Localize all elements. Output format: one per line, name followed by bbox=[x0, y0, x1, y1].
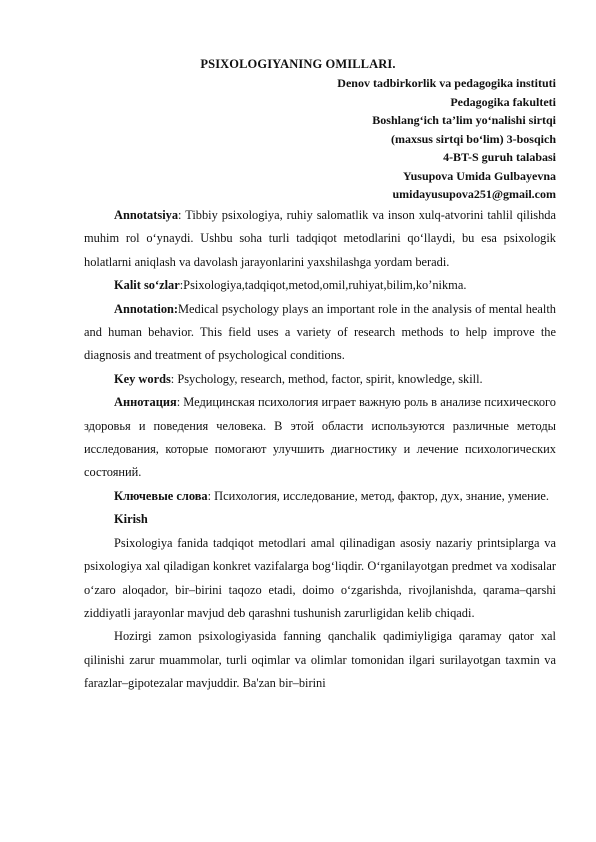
keywords-en bbox=[84, 368, 556, 391]
faculty-line: Pedagogika fakulteti bbox=[450, 94, 556, 109]
course-line: (maxsus sirtqi bo‘lim) 3-bosqich bbox=[390, 131, 556, 146]
keywords-ru bbox=[84, 485, 556, 508]
annotation-ru-text: : Медицинская психология играет важную роль в анализе психического здоровья и поведения человека. В этой области используются различные методы исследования, которые помогают улучшить диагностику и лечение психологических состояний. bbox=[84, 395, 556, 480]
annotation-en-text: Medical psychology plays an important role in the analysis of mental health and human behavior. This field uses a variety of research methods to help improve the diagnosis and treatment of psychological conditions. bbox=[84, 301, 556, 363]
keywords-ru-label: Ключевые слова bbox=[114, 488, 208, 503]
institute-line: Denov tadbirkorlik va pedagogika instituti bbox=[337, 76, 556, 90]
annotation-ru-label: Аннотация bbox=[114, 395, 177, 410]
body-paragraph: Hozirgi zamon psixologiyasida fanning qanchalik qadimiyligiga qaramay qator xal qilinishi zarur muammolar, turli oqimlar va olimlar tomonidan ilgari surilayotgan taxmin va farazlar–gipotezalar mavjuddir. Ba'zan bir–birini bbox=[84, 629, 556, 691]
annotation-en bbox=[84, 298, 556, 368]
keywords-uz-text: :Psixologiya,tadqiqot,metod,omil,ruhiyat,bilim,ko’nikma. bbox=[179, 278, 467, 293]
group-line: 4-BT-S guruh talabasi bbox=[443, 150, 556, 164]
annotation-uz bbox=[84, 204, 556, 274]
annotation-uz-label: Annotatsiya bbox=[114, 208, 179, 222]
author-affiliation bbox=[337, 74, 556, 204]
annotation-en-label: Annotation: bbox=[114, 301, 179, 316]
keywords-en-text: : Psychology, research, method, factor, spirit, knowledge, skill. bbox=[170, 371, 483, 386]
section-heading-kirish: Kirish bbox=[114, 512, 148, 527]
keywords-ru-text: : Психология, исследование, метод, фактор, дух, знание, умение. bbox=[207, 488, 550, 503]
annotation-ru bbox=[84, 391, 556, 485]
author-name: Yusupova Umida Gulbayevna bbox=[403, 168, 556, 183]
program-line: Boshlang‘ich ta’lim yo‘nalishi sirtqi bbox=[372, 113, 556, 127]
author-email[interactable]: umidayusupova251@gmail.com bbox=[392, 187, 556, 201]
keywords-uz-label: Kalit so‘zlar bbox=[114, 278, 180, 293]
body-paragraph: Psixologiya fanida tadqiqot metodlari amal qilinadigan asosiy nazariy printsiplarga va psixologiya xal qiladigan konkret vazifalarga bog‘liqdir. O‘rganilayotgan predmet va xodisalar o‘zaro aloqador, bir–birini taqozo etadi, doimo o‘zgarishda, rivojlanishda, qarama–qarshi ziddiyatli jarayonlar mavjud deb qarashni tushunish zarurligidan kelib chiqadi. bbox=[84, 535, 556, 620]
keywords-en-label: Key words bbox=[114, 371, 171, 386]
paper-title: PSIXOLOGIYANING OMILLARI. bbox=[200, 57, 396, 71]
annotation-uz-text: : Tibbiy psixologiya, ruhiy salomatlik va inson xulq-atvorini tahlil qilishda muhim rol o‘ynaydi. Ushbu soha turli tadqiqot metodlarini qo‘llaydi, bu esa psixologik holatlarni aniqlash va davolash jarayonlarini yaxshilashga yordam beradi. bbox=[84, 208, 556, 269]
keywords-uz bbox=[84, 274, 556, 297]
paper-body bbox=[84, 204, 556, 696]
